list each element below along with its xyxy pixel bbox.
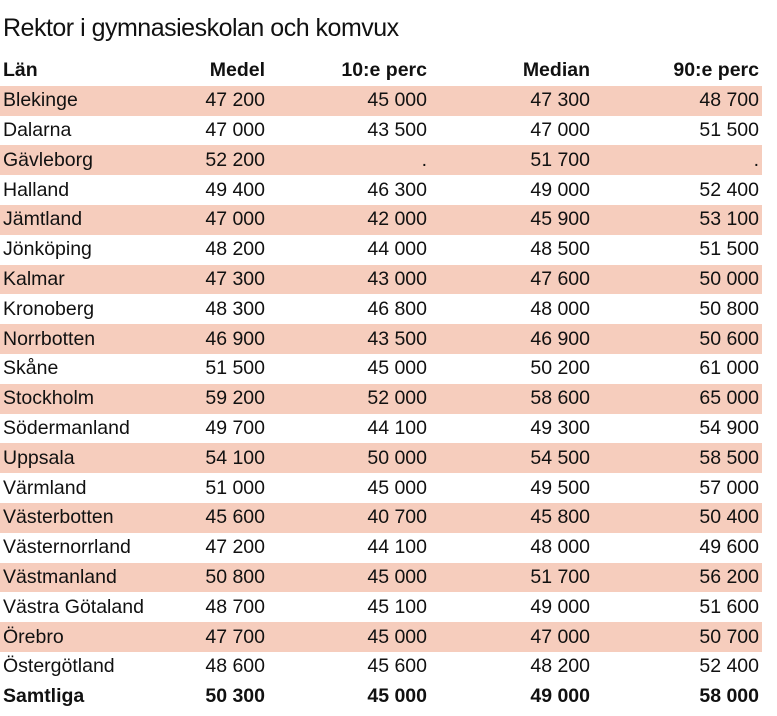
row-lan: Västra Götaland xyxy=(3,595,144,618)
row-lan: Kronoberg xyxy=(3,297,95,320)
row-lan: Västerbotten xyxy=(0,503,168,533)
row-p10: 44 100 xyxy=(367,536,427,559)
table-row xyxy=(0,414,762,444)
row-p90: 48 700 xyxy=(593,86,762,116)
row-median: 49 500 xyxy=(530,476,590,499)
row-p90: 50 600 xyxy=(593,324,762,354)
row-p90: 54 900 xyxy=(699,416,759,439)
table-title: Rektor i gymnasieskolan och komvux xyxy=(3,14,399,42)
table-row xyxy=(0,116,762,146)
total-p10: 45 000 xyxy=(268,682,430,712)
row-p10: 45 000 xyxy=(268,86,430,116)
row-p10: 45 100 xyxy=(367,595,427,618)
total-p90: 58 000 xyxy=(593,682,762,712)
row-median: 47 000 xyxy=(530,118,590,141)
row-lan: Östergötland xyxy=(3,655,115,678)
row-p10: 50 000 xyxy=(268,443,430,473)
table-row xyxy=(0,354,762,384)
total-row xyxy=(0,682,762,712)
table-row xyxy=(0,533,762,563)
row-medel: 51 500 xyxy=(205,357,265,380)
row-p90: 51 500 xyxy=(699,118,759,141)
row-lan: Skåne xyxy=(3,357,59,380)
row-lan: Kalmar xyxy=(0,265,168,295)
row-lan: Värmland xyxy=(3,476,87,499)
row-lan: Västernorrland xyxy=(3,536,131,559)
header-lan: Län xyxy=(3,59,38,82)
row-p10: 45 000 xyxy=(367,476,427,499)
row-p90: 50 800 xyxy=(699,297,759,320)
table-row xyxy=(0,592,762,622)
row-median: 45 800 xyxy=(430,503,593,533)
table-row xyxy=(0,205,762,235)
table-row xyxy=(0,235,762,265)
salary-table xyxy=(0,56,762,712)
row-lan: Stockholm xyxy=(0,384,168,414)
row-medel: 54 100 xyxy=(168,443,268,473)
row-medel: 59 200 xyxy=(168,384,268,414)
row-median: 51 700 xyxy=(430,563,593,593)
row-p10: 43 500 xyxy=(268,324,430,354)
header-median: Median xyxy=(522,59,590,82)
table-row xyxy=(0,265,762,295)
row-medel: 47 200 xyxy=(168,86,268,116)
row-median: 47 000 xyxy=(430,622,593,652)
header-row xyxy=(0,56,762,86)
row-medel: 45 600 xyxy=(168,503,268,533)
row-median: 50 200 xyxy=(530,357,590,380)
row-median: 48 500 xyxy=(530,238,590,261)
header-p90: 90:e perc xyxy=(673,59,759,82)
row-median: 45 900 xyxy=(430,205,593,235)
row-p10: 43 000 xyxy=(268,265,430,295)
row-median: 58 600 xyxy=(430,384,593,414)
row-p90: 50 000 xyxy=(593,265,762,295)
row-lan: Blekinge xyxy=(0,86,168,116)
total-label: Samtliga xyxy=(0,682,168,712)
row-p90: . xyxy=(593,145,762,175)
row-p10: 40 700 xyxy=(268,503,430,533)
row-lan: Dalarna xyxy=(3,118,72,141)
row-p90: 50 700 xyxy=(593,622,762,652)
row-lan: Södermanland xyxy=(3,416,130,439)
row-p10: 46 800 xyxy=(367,297,427,320)
row-median: 48 000 xyxy=(530,297,590,320)
row-medel: 46 900 xyxy=(168,324,268,354)
row-p90: 57 000 xyxy=(699,476,759,499)
table-row xyxy=(0,652,762,682)
row-medel: 48 300 xyxy=(205,297,265,320)
row-median: 49 000 xyxy=(530,178,590,201)
row-p10: 45 000 xyxy=(367,357,427,380)
total-median: 49 000 xyxy=(430,682,593,712)
header-p10: 10:e perc xyxy=(341,59,427,82)
table-row xyxy=(0,384,762,414)
row-p10: 45 600 xyxy=(367,655,427,678)
total-medel: 50 300 xyxy=(168,682,268,712)
row-p90: 53 100 xyxy=(593,205,762,235)
row-p90: 52 400 xyxy=(699,655,759,678)
table-row xyxy=(0,622,762,652)
row-medel: 47 000 xyxy=(168,205,268,235)
row-p10: 46 300 xyxy=(367,178,427,201)
table-row xyxy=(0,175,762,205)
row-p10: 42 000 xyxy=(268,205,430,235)
row-median: 48 200 xyxy=(530,655,590,678)
table-row xyxy=(0,563,762,593)
row-medel: 47 300 xyxy=(168,265,268,295)
row-p90: 51 600 xyxy=(699,595,759,618)
table-row xyxy=(0,324,762,354)
row-median: 49 000 xyxy=(530,595,590,618)
row-medel: 48 600 xyxy=(205,655,265,678)
row-median: 54 500 xyxy=(430,443,593,473)
row-median: 48 000 xyxy=(530,536,590,559)
row-p90: 65 000 xyxy=(593,384,762,414)
row-lan: Halland xyxy=(3,178,70,201)
row-median: 51 700 xyxy=(430,145,593,175)
row-p10: . xyxy=(268,145,430,175)
table-row xyxy=(0,86,762,116)
row-median: 46 900 xyxy=(430,324,593,354)
row-medel: 48 700 xyxy=(205,595,265,618)
row-lan: Gävleborg xyxy=(0,145,168,175)
row-median: 47 300 xyxy=(430,86,593,116)
row-medel: 50 800 xyxy=(168,563,268,593)
row-lan: Örebro xyxy=(0,622,168,652)
row-lan: Jönköping xyxy=(3,238,92,261)
row-p90: 61 000 xyxy=(699,357,759,380)
row-p10: 52 000 xyxy=(268,384,430,414)
row-p90: 58 500 xyxy=(593,443,762,473)
row-p10: 44 000 xyxy=(367,238,427,261)
row-medel: 52 200 xyxy=(168,145,268,175)
row-medel: 51 000 xyxy=(205,476,265,499)
table-row xyxy=(0,294,762,324)
table-row xyxy=(0,503,762,533)
row-lan: Uppsala xyxy=(0,443,168,473)
row-p90: 49 600 xyxy=(699,536,759,559)
row-p90: 52 400 xyxy=(699,178,759,201)
row-medel: 47 000 xyxy=(205,118,265,141)
header-medel: Medel xyxy=(209,59,265,82)
row-median: 49 300 xyxy=(530,416,590,439)
row-medel: 47 200 xyxy=(205,536,265,559)
row-medel: 47 700 xyxy=(168,622,268,652)
row-lan: Västmanland xyxy=(0,563,168,593)
row-medel: 49 400 xyxy=(205,178,265,201)
row-p10: 45 000 xyxy=(268,622,430,652)
row-median: 47 600 xyxy=(430,265,593,295)
row-p10: 45 000 xyxy=(268,563,430,593)
table-row xyxy=(0,443,762,473)
table-row xyxy=(0,145,762,175)
row-p10: 43 500 xyxy=(367,118,427,141)
table-row xyxy=(0,473,762,503)
row-medel: 48 200 xyxy=(205,238,265,261)
row-lan: Jämtland xyxy=(0,205,168,235)
row-medel: 49 700 xyxy=(205,416,265,439)
row-p90: 56 200 xyxy=(593,563,762,593)
row-p90: 50 400 xyxy=(593,503,762,533)
row-p90: 51 500 xyxy=(699,238,759,261)
row-lan: Norrbotten xyxy=(0,324,168,354)
row-p10: 44 100 xyxy=(367,416,427,439)
